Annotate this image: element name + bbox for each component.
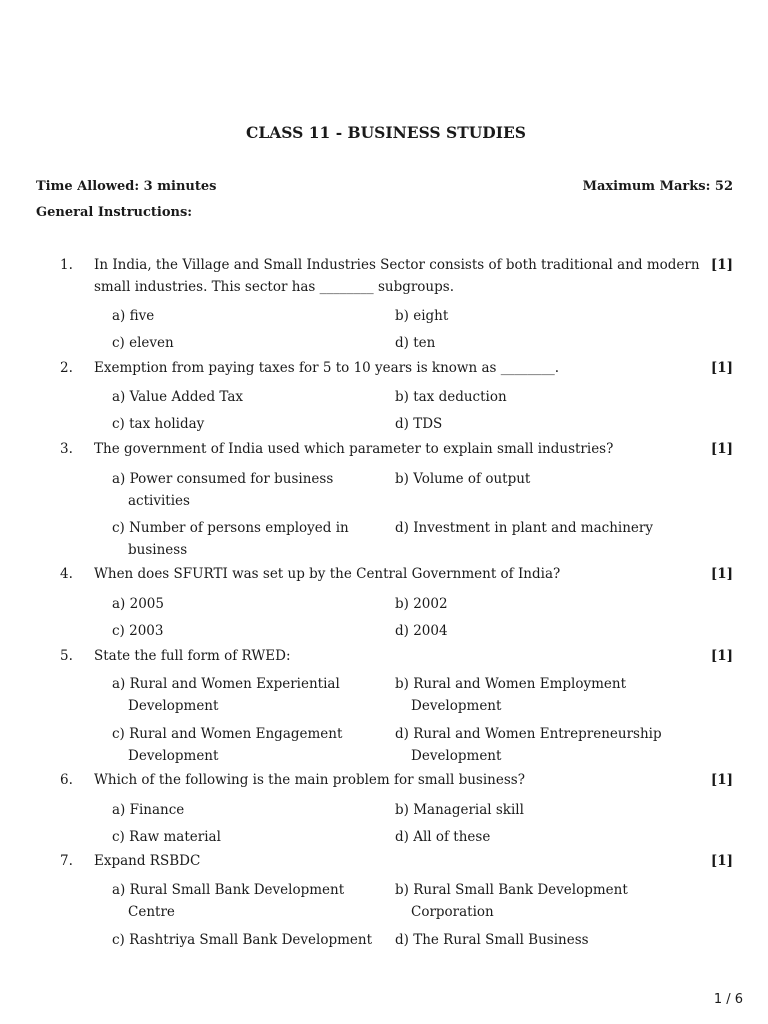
question-mark: [1] <box>710 566 733 582</box>
option-b: b) eight <box>395 308 449 324</box>
option-a: a) Rural and Women Experiential Development <box>112 676 340 714</box>
option-b: b) tax deduction <box>395 389 507 405</box>
option-c: c) Raw material <box>112 829 221 845</box>
question-mark: [1] <box>710 853 733 869</box>
question-number: 2. <box>60 360 73 376</box>
option-b: b) Volume of output <box>395 471 531 487</box>
question-text: Which of the following is the main problem for small business? <box>94 772 525 788</box>
question-number: 1. <box>60 257 73 273</box>
option-a: a) Power consumed for business activities <box>112 471 334 509</box>
question-number: 4. <box>60 566 73 582</box>
question-number: 3. <box>60 441 73 457</box>
option-a: a) Rural Small Bank Development Centre <box>112 882 345 920</box>
page-number: 1 / 6 <box>713 992 743 1007</box>
question-text: When does SFURTI was set up by the Central Government of India? <box>94 566 561 582</box>
option-d: d) 2004 <box>395 623 448 639</box>
question-mark: [1] <box>710 257 733 273</box>
option-c: c) Rural and Women Engagement Development <box>112 726 343 764</box>
question-text: In India, the Village and Small Industries Sector consists of both traditional and modern small industries. This sector has ________ subgroups. <box>94 257 700 295</box>
question-mark: [1] <box>710 441 733 457</box>
option-c: c) eleven <box>112 335 174 351</box>
option-a: a) Value Added Tax <box>112 389 244 405</box>
option-a: a) five <box>112 308 155 324</box>
option-b: b) 2002 <box>395 596 448 612</box>
option-c: c) tax holiday <box>112 416 205 432</box>
question-number: 7. <box>60 853 73 869</box>
question-text: Expand RSBDC <box>94 853 201 869</box>
question-mark: [1] <box>710 648 733 664</box>
general-instructions: General Instructions: <box>36 205 193 220</box>
question-text: State the full form of RWED: <box>94 648 291 664</box>
page-title: CLASS 11 - BUSINESS STUDIES <box>246 123 526 142</box>
option-d: d) All of these <box>395 829 491 845</box>
time-allowed: Time Allowed: 3 minutes <box>36 179 217 194</box>
option-b: b) Managerial skill <box>395 802 524 818</box>
option-a: a) 2005 <box>112 596 164 612</box>
option-d: d) Rural and Women Entrepreneurship Development <box>395 726 662 764</box>
maximum-marks: Maximum Marks: 52 <box>582 179 733 194</box>
option-c: c) 2003 <box>112 623 164 639</box>
question-text: Exemption from paying taxes for 5 to 10 years is known as ________. <box>94 360 560 376</box>
option-c: c) Rashtriya Small Bank Development <box>112 932 373 948</box>
option-c: c) Number of persons employed in business <box>112 520 349 558</box>
option-a: a) Finance <box>112 802 185 818</box>
option-d: d) Investment in plant and machinery <box>395 520 653 536</box>
question-text: The government of India used which parameter to explain small industries? <box>94 441 614 457</box>
option-d: d) ten <box>395 335 436 351</box>
question-number: 6. <box>60 772 73 788</box>
option-d: d) TDS <box>395 416 443 432</box>
option-b: b) Rural Small Bank Development Corporation <box>395 882 628 920</box>
question-mark: [1] <box>710 360 733 376</box>
option-b: b) Rural and Women Employment Development <box>395 676 626 714</box>
option-d: d) The Rural Small Business <box>395 932 589 948</box>
question-number: 5. <box>60 648 73 664</box>
question-mark: [1] <box>710 772 733 788</box>
